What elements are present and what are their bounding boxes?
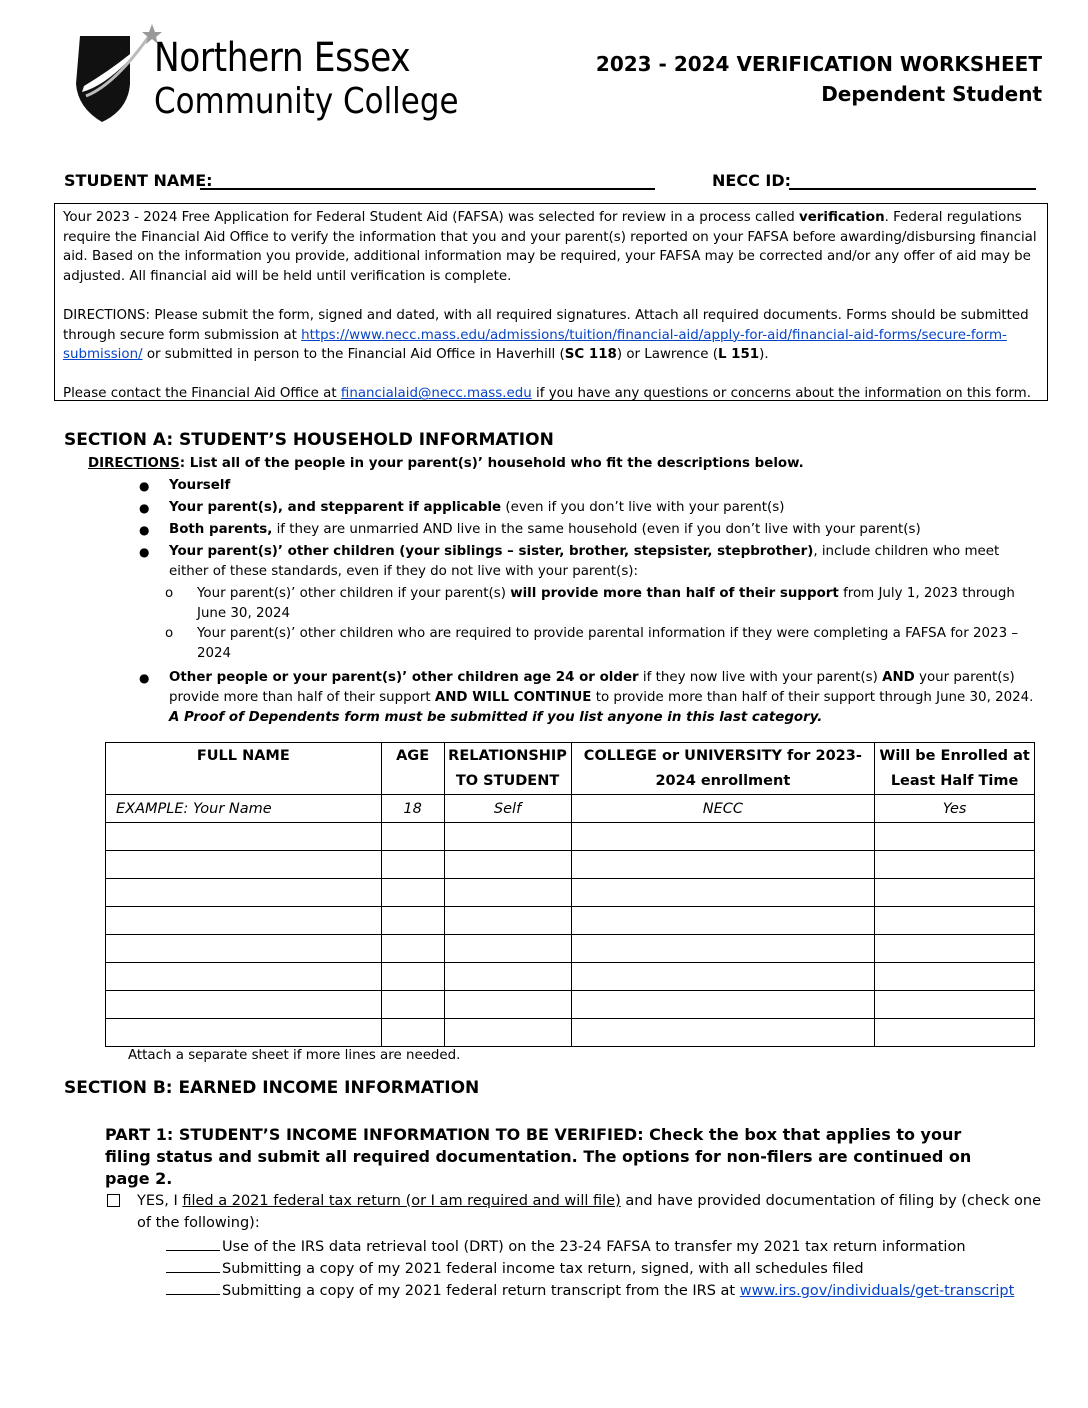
table-row[interactable]: [106, 1019, 1035, 1047]
cell-input[interactable]: [875, 1019, 1035, 1047]
cell-input[interactable]: [106, 879, 382, 907]
necc-id-field[interactable]: [789, 188, 1036, 190]
table-header-row: [106, 743, 1035, 795]
cell-input[interactable]: [444, 963, 571, 991]
cell-input[interactable]: [875, 879, 1035, 907]
cell-input[interactable]: [875, 991, 1035, 1019]
table-row[interactable]: [106, 851, 1035, 879]
cell-input[interactable]: [381, 879, 444, 907]
list-item: ● Your parent(s), and stepparent if applicable (even if you don’t live with your parent(s): [139, 500, 785, 515]
contact-paragraph: Please contact the Financial Aid Office at financialaid@necc.mass.edu if you have any questions or concerns about the information on this form.: [63, 386, 1031, 402]
example-half-time: Yes: [875, 795, 1035, 823]
list-item: ● Both parents, if they are unmarried AND live in the same household (even if you don’t live with your parent(s): [139, 522, 921, 537]
cell-input[interactable]: [381, 907, 444, 935]
cell-input[interactable]: [571, 851, 875, 879]
transcript-option: Submitting a copy of my 2021 federal return transcript from the IRS at www.irs.gov/individuals/get-transcript: [166, 1280, 1014, 1299]
col-relationship: RELATIONSHIP TO STUDENT: [444, 743, 571, 795]
cell-input[interactable]: [381, 935, 444, 963]
cell-input[interactable]: [381, 963, 444, 991]
cell-input[interactable]: [106, 935, 382, 963]
col-full-name: FULL NAME: [106, 743, 382, 795]
table-row[interactable]: [106, 879, 1035, 907]
example-college: NECC: [571, 795, 875, 823]
table-row[interactable]: [106, 907, 1035, 935]
cell-input[interactable]: [571, 1019, 875, 1047]
cell-input[interactable]: [875, 851, 1035, 879]
email-link[interactable]: financialaid@necc.mass.edu: [340, 386, 532, 402]
shield-star-icon: [72, 22, 162, 128]
cell-input[interactable]: [381, 823, 444, 851]
cell-input[interactable]: [106, 823, 382, 851]
list-item: ● Your parent(s)’ other children (your siblings – sister, brother, stepsister, stepbrother), include children who meet either of these standards, even if they do not live with your parent(s):: [139, 544, 1000, 579]
filed-return-option: YES, I filed a 2021 federal tax return (or I am required and will file) and have provided documentation of filing by (check one of the following):: [137, 1193, 1041, 1231]
household-table: [105, 742, 1035, 1047]
drt-option: Use of the IRS data retrieval tool (DRT) on the 23-24 FAFSA to transfer my 2021 tax return information: [166, 1236, 966, 1255]
filed-return-checkbox[interactable]: [107, 1194, 120, 1207]
part1-heading: PART 1: STUDENT’S INCOME INFORMATION TO BE VERIFIED: Check the box that applies to your filing status and submit all required documentation. The options for non-filers are continued on page 2.: [105, 1125, 972, 1188]
cell-input[interactable]: [381, 1019, 444, 1047]
directions-paragraph: DIRECTIONS: Please submit the form, signed and dated, with all required signatures. Attach all required documents. Forms should be submitted through secure form submission at https://www.necc.mass.edu/admissions/tuition/financial-aid/apply-for-aid/financial-aid-forms/secure-form-submission/ or submitted in person to the Financial Aid Office in Haverhill (SC 118) or Lawrence (L 151).: [63, 307, 1029, 363]
household-criteria-list: [135, 476, 1035, 730]
cell-input[interactable]: [106, 907, 382, 935]
logo-line1: Northern Essex: [154, 35, 411, 81]
cell-input[interactable]: [875, 935, 1035, 963]
worksheet-subtitle: Dependent Student: [821, 82, 1042, 106]
cell-input[interactable]: [875, 823, 1035, 851]
logo-line2: Community College: [154, 81, 459, 122]
table-row[interactable]: [106, 823, 1035, 851]
example-age: 18: [381, 795, 444, 823]
cell-input[interactable]: [571, 963, 875, 991]
table-row[interactable]: [106, 963, 1035, 991]
worksheet-title: 2023 - 2024 VERIFICATION WORKSHEET: [595, 52, 1042, 76]
tax-return-copy-option: Submitting a copy of my 2021 federal income tax return, signed, with all schedules filed: [166, 1258, 864, 1277]
intro-box: [54, 203, 1048, 401]
cell-input[interactable]: [444, 851, 571, 879]
cell-input[interactable]: [571, 935, 875, 963]
list-item: ● Other people or your parent(s)’ other children age 24 or older if they now live with your parent(s) AND your parent(s) provide more than half of their support AND WILL CONTINUE to provide more than half of their support through June 30, 2024. A Proof of Dependents form must be submitted if you list anyone in this last category.: [139, 670, 1034, 725]
section-b-title: SECTION B: EARNED INCOME INFORMATION: [64, 1078, 480, 1098]
cell-input[interactable]: [444, 879, 571, 907]
student-name-label: STUDENT NAME:: [64, 171, 213, 190]
cell-input[interactable]: [381, 851, 444, 879]
sub-list-item: o Your parent(s)’ other children if your parent(s) will provide more than half of their support from July 1, 2023 through June 30, 2024: [165, 586, 1015, 621]
section-a-directions: DIRECTIONS: List all of the people in your parent(s)’ household who fit the descriptions below.: [88, 456, 804, 471]
irs-transcript-link[interactable]: www.irs.gov/individuals/get-transcript: [739, 1283, 1015, 1299]
col-college: COLLEGE or UNIVERSITY for 2023-2024 enrollment: [571, 743, 875, 795]
secure-form-link[interactable]: https://www.necc.mass.edu/admissions/tuition/financial-aid/apply-for-aid/financial-aid-forms/secure-form-submission/: [63, 327, 1007, 363]
transcript-blank[interactable]: [166, 1280, 220, 1295]
example-relationship: Self: [444, 795, 571, 823]
cell-input[interactable]: [106, 1019, 382, 1047]
cell-input[interactable]: [875, 963, 1035, 991]
table-row[interactable]: [106, 991, 1035, 1019]
cell-input[interactable]: [444, 1019, 571, 1047]
sub-list-item: o Your parent(s)’ other children who are required to provide parental information if they were completing a FAFSA for 2023 – 2024: [165, 626, 1019, 661]
intro-paragraph: Your 2023 - 2024 Free Application for Federal Student Aid (FAFSA) was selected for review in a process called verification. Federal regulations require the Financial Aid Office to verify the information that you and your parent(s) reported on your FAFSA before awarding/disbursing financial aid. Based on the information you provide, additional information may be required, your FAFSA may be corrected and/or any offer of aid may be adjusted. All financial aid will be held until verification is complete.: [63, 210, 1037, 284]
cell-input[interactable]: [444, 935, 571, 963]
cell-input[interactable]: [875, 907, 1035, 935]
col-age: AGE: [381, 743, 444, 795]
drt-blank[interactable]: [166, 1236, 220, 1251]
list-item: ● Yourself: [139, 478, 231, 493]
cell-input[interactable]: [571, 879, 875, 907]
tax-return-copy-blank[interactable]: [166, 1258, 220, 1273]
cell-input[interactable]: [381, 991, 444, 1019]
example-row: [106, 795, 1035, 823]
table-row[interactable]: [106, 935, 1035, 963]
cell-input[interactable]: [571, 991, 875, 1019]
cell-input[interactable]: [106, 991, 382, 1019]
cell-input[interactable]: [571, 907, 875, 935]
col-half-time: Will be Enrolled at Least Half Time: [875, 743, 1035, 795]
student-name-field[interactable]: [200, 188, 655, 190]
example-name: EXAMPLE: Your Name: [106, 795, 382, 823]
attach-note: Attach a separate sheet if more lines are needed.: [128, 1048, 461, 1063]
cell-input[interactable]: [571, 823, 875, 851]
necc-id-label: NECC ID:: [712, 171, 792, 190]
cell-input[interactable]: [444, 907, 571, 935]
cell-input[interactable]: [106, 851, 382, 879]
cell-input[interactable]: [444, 823, 571, 851]
cell-input[interactable]: [106, 963, 382, 991]
section-a-title: SECTION A: STUDENT’S HOUSEHOLD INFORMATION: [64, 430, 554, 450]
cell-input[interactable]: [444, 991, 571, 1019]
